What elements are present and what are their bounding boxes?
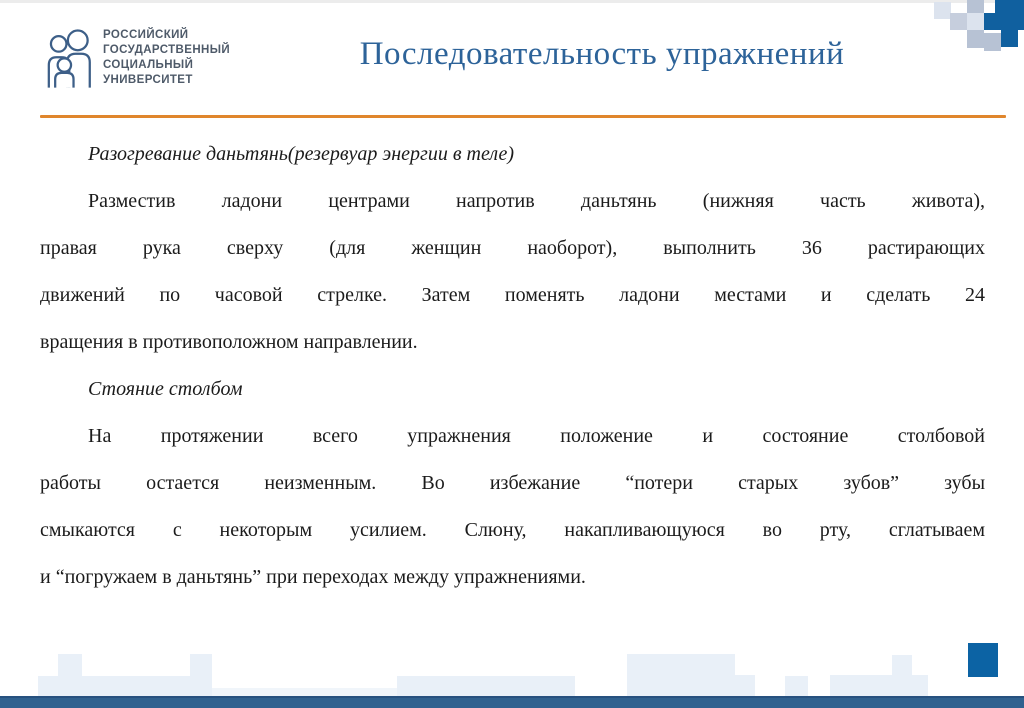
university-logo-text: [103, 28, 230, 88]
mosaic-square: [995, 0, 1024, 13]
slide-body-text: [40, 131, 985, 601]
slide-title: Последовательность упражнений: [359, 36, 845, 72]
logo-text-line: РОССИЙСКИЙ: [103, 29, 189, 41]
skyline-block: [190, 654, 212, 697]
paragraph-line: работы остается неизменным. Во избежание “потери старых зубов” зубы: [40, 472, 985, 494]
mosaic-square: [1001, 30, 1018, 47]
mosaic-square: [984, 33, 1001, 51]
skyline-block: [892, 655, 912, 675]
logo-text-line: УНИВЕРСИТЕТ: [103, 74, 193, 86]
bottom-bar: [0, 696, 1024, 708]
mosaic-square: [967, 0, 984, 13]
skyline-block: [785, 676, 808, 697]
mosaic-square: [934, 2, 951, 19]
mosaic-square: [967, 13, 984, 30]
family-outline-icon: [46, 28, 94, 88]
university-logo: [46, 28, 230, 88]
bottom-right-accent-square: [968, 643, 998, 677]
mosaic-square: [967, 30, 984, 48]
header-divider-line: [40, 115, 1006, 118]
paragraph-line: правая рука сверху (для женщин наоборот), выполнить 36 растирающих: [40, 237, 985, 259]
skyline-block: [710, 675, 755, 697]
paragraph-line: движений по часовой стрелке. Затем поменять ладони местами и сделать 24: [40, 284, 985, 306]
mosaic-square: [984, 13, 1024, 30]
skyline-block: [38, 676, 190, 697]
paragraph-line: Разместив ладони центрами напротив даньтянь (нижняя часть живота),: [88, 190, 985, 212]
paragraph-line: смыкаются с некоторым усилием. Слюну, накапливающуюся во рту, сглатываем: [40, 519, 985, 541]
paragraph-line: и “погружаем в даньтянь” при переходах между упражнениями.: [40, 566, 586, 588]
paragraph-line: На протяжении всего упражнения положение и состояние столбовой: [88, 425, 985, 447]
skyline-block: [830, 675, 928, 697]
slide-header: [0, 0, 1024, 112]
skyline-block: [58, 654, 82, 676]
logo-text-line: ГОСУДАРСТВЕННЫЙ: [103, 44, 231, 56]
mosaic-square: [950, 13, 967, 30]
logo-text-line: СОЦИАЛЬНЫЙ: [103, 59, 194, 71]
section-heading: Разогревание даньтянь(резервуар энергии в теле): [88, 143, 515, 165]
section-heading: Стояние столбом: [88, 378, 243, 400]
skyline-block: [397, 676, 575, 697]
paragraph-line: вращения в противоположном направлении.: [40, 331, 418, 353]
